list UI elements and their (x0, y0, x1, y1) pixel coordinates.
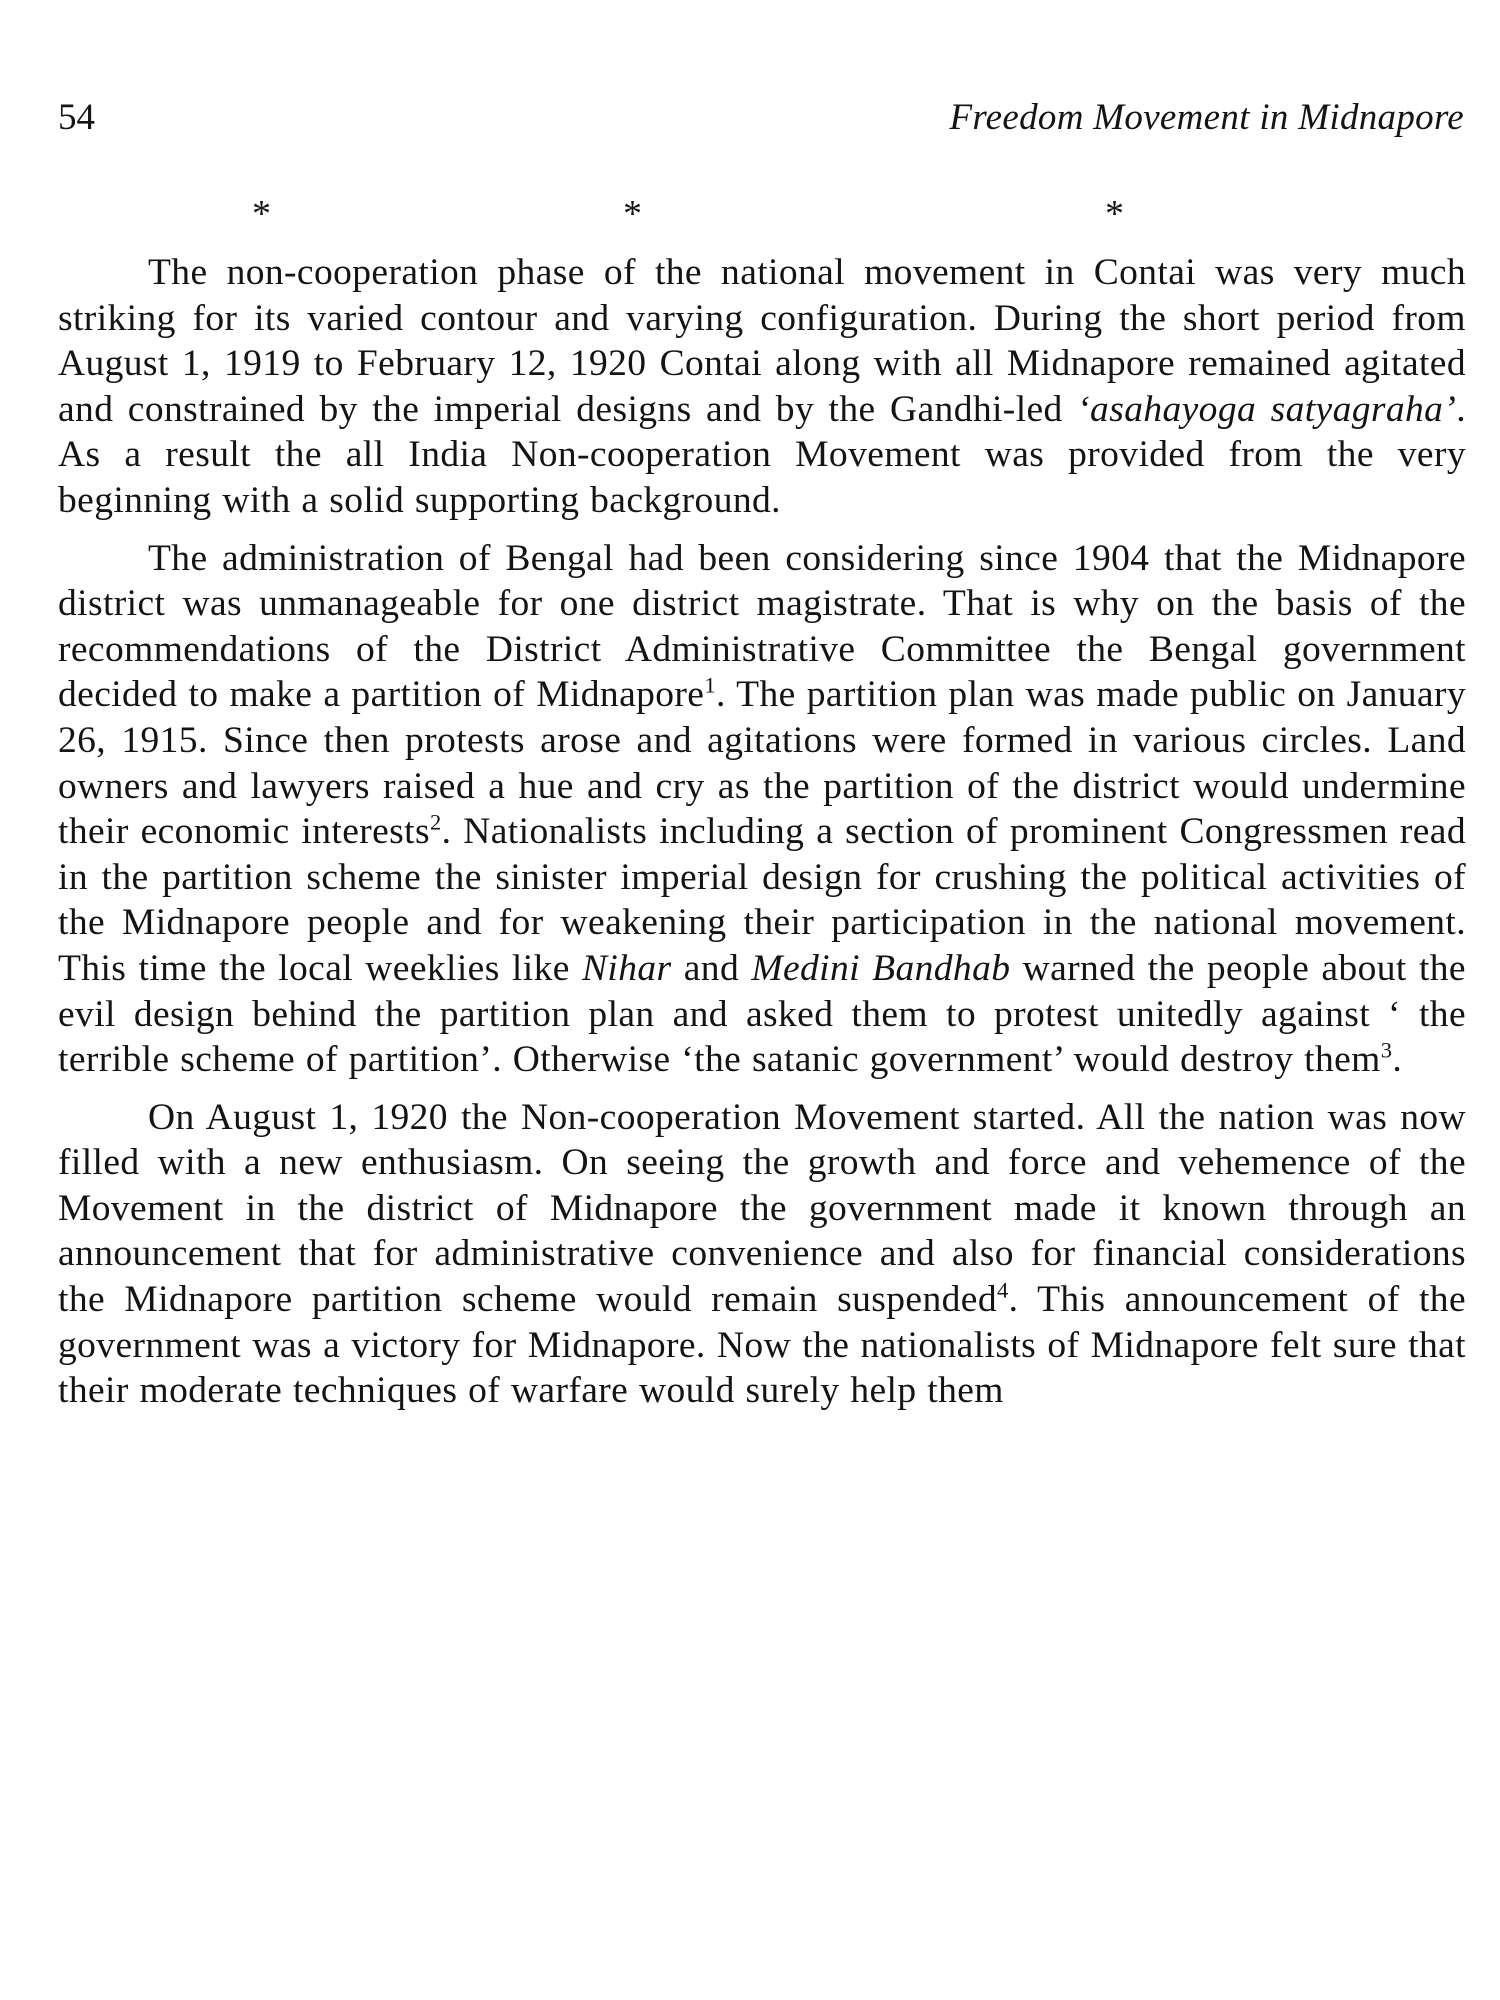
page-number: 54 (58, 97, 95, 138)
footnote-ref-1: 1 (704, 672, 717, 698)
text-run: . This announcement of the government was a victory for Midnapore. Now the nationalists of Midnapore felt sure that their moderate techniques of warfare would surely help them (58, 1279, 1466, 1412)
paragraph-1 (58, 250, 1466, 524)
italic-title-nihar: Nihar (582, 947, 672, 989)
footnote-ref-4: 4 (996, 1277, 1009, 1303)
body-text (58, 250, 1466, 1426)
section-break-asterisk: * (252, 193, 271, 235)
footnote-ref-2: 2 (429, 809, 442, 835)
italic-term-asahayoga-satyagraha: ‘asahayoga satyagraha’ (1077, 388, 1457, 430)
text-run: . The partition plan was made public on January 26, 1915. Since then protests arose and agitations were formed in various circles. Land owners and lawyers raised a hue and cry as the partition of the district would undermine their economic interests (58, 674, 1466, 853)
text-run: On August 1, 1920 the Non-cooperation Movement started. All the nation was now filled with a new enthusiasm. On seeing the growth and force and vehemence of the Movement in the district of Midnapore the government made it known through an announcement that for administrative convenience and also for financial considerations the Midnapore partition scheme would remain suspended (58, 1096, 1466, 1321)
text-run: warned the people about the evil design behind the partition plan and asked them to protest unitedly against ‘ the terrible scheme of partition’. Otherwise ‘the satanic government’ would destroy them (58, 947, 1466, 1081)
paragraph-3 (58, 1095, 1466, 1414)
text-run: . Nationalists including a section of prominent Congressmen read in the partition scheme the sinister imperial design for crushing the political activities of the Midnapore people and for weakening their participation in the national movement. This time the local weeklies like (58, 811, 1467, 989)
section-break-asterisk: * (623, 193, 642, 235)
footnote-ref-3: 3 (1380, 1037, 1393, 1063)
paragraph-2 (58, 536, 1466, 1083)
text-run: The administration of Bengal had been considering since 1904 that the Midnapore district was unmanageable for one district magistrate. That is why on the basis of the recommendations of the District Administrative Committee the Bengal government decided to make a partition of Midnapore (58, 537, 1466, 716)
text-run: . As a result the all India Non-cooperation Movement was provided from the very beginning with a solid supporting background. (58, 388, 1466, 521)
text-run: and (671, 947, 752, 989)
running-head (58, 96, 1464, 148)
running-title: Freedom Movement in Midnapore (949, 97, 1464, 138)
text-run: The non-cooperation phase of the national movement in Contai was very much striking for its varied contour and varying configuration. During the short period from August 1, 1919 to February 12, 1920 Contai along with all Midnapore remained agitated and constrained by the imperial designs and by the Gandhi-led (58, 252, 1466, 430)
italic-title-medini-bandhab: Medini Bandhab (751, 947, 1011, 989)
section-break-asterisk: * (1105, 193, 1124, 235)
section-break (0, 192, 1500, 235)
text-run: . (1392, 1039, 1403, 1081)
